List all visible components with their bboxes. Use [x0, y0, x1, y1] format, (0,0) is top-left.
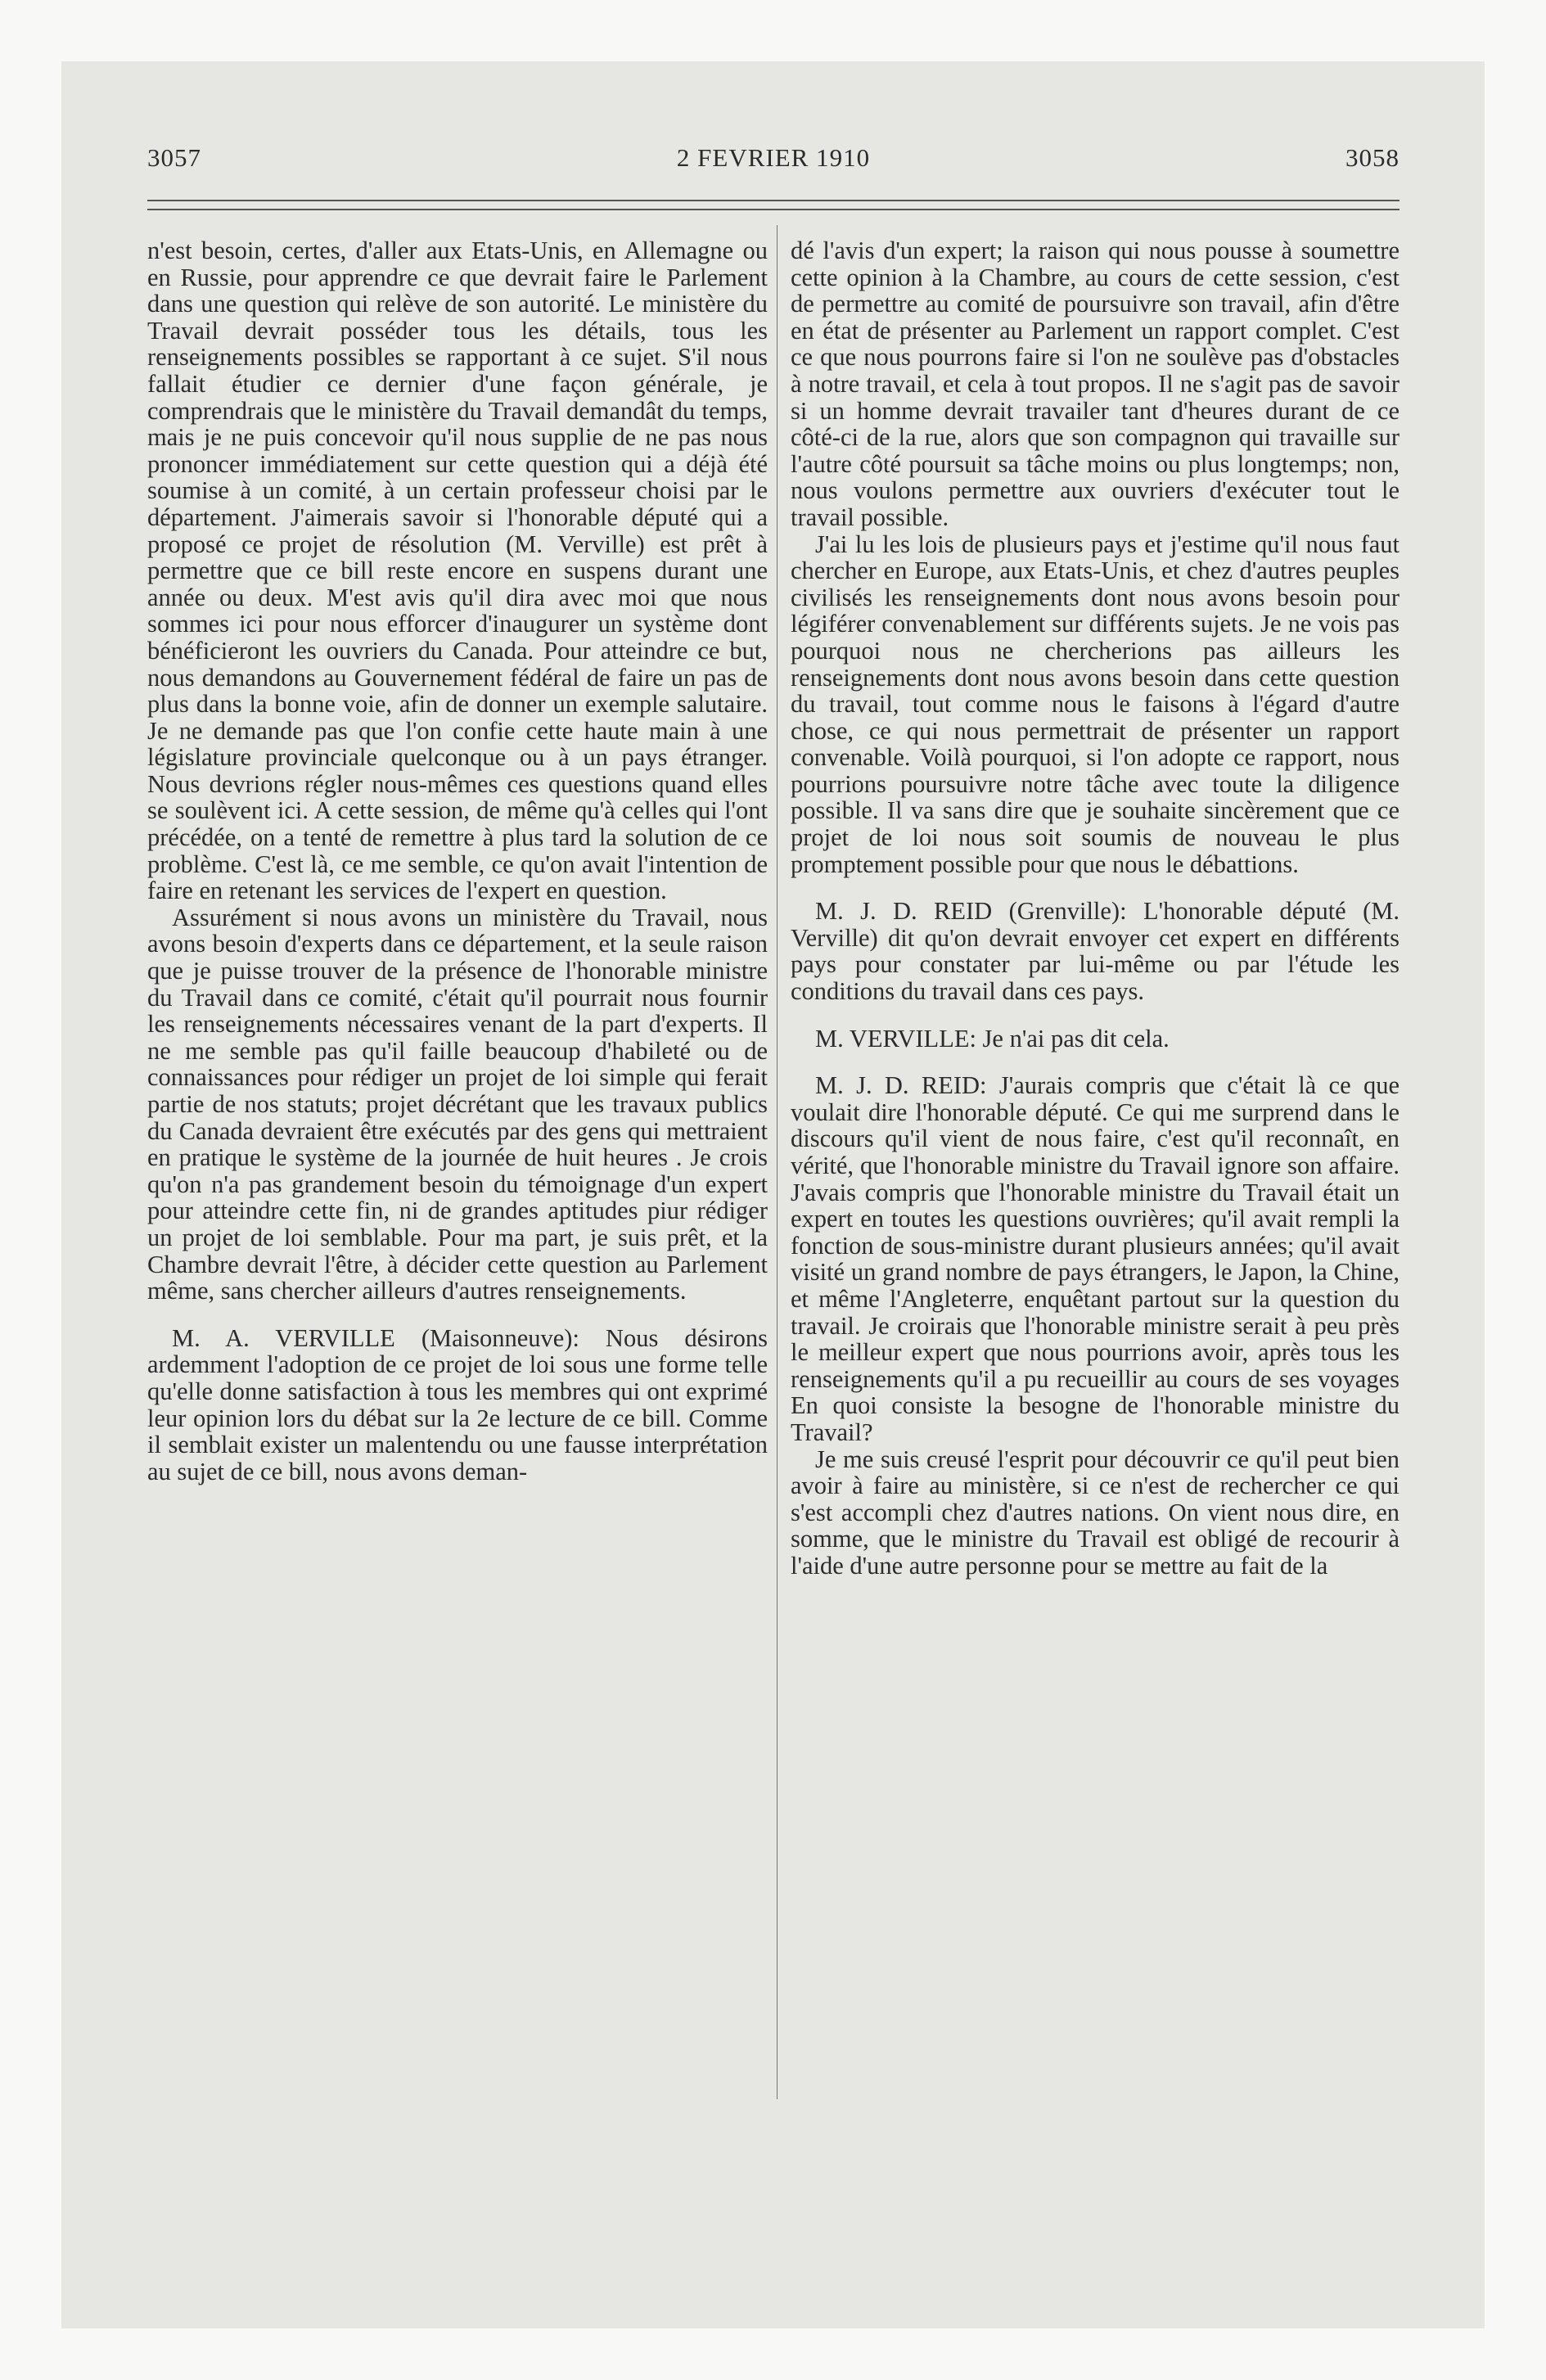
header-rule-bottom: [147, 209, 1400, 210]
running-head: [147, 143, 1400, 176]
left-paragraph-1: n'est besoin, certes, d'aller aux Etats-Unis, en Allemagne ou en Russie, pour apprendre ce que devrait faire le Parlement dans une question qui relève de son autorité. Le ministère du Travail devrait posséder tous les détails, tous les renseignements possibles se rapportant à ce sujet. S'il nous fallait étudier ce dernier d'une façon générale, je comprendrais que le ministère du Travail demandât du temps, mais je ne puis concevoir qu'il nous supplie de ne pas nous prononcer immédiatement sur cette question qui a déjà été soumise à un comité, à un certain professeur choisi par le département. J'aimerais savoir si l'honorable député qui a proposé ce projet de résolution (M. Verville) est prêt à permettre que ce bill reste encore en suspens durant une année ou deux. M'est avis qu'il dira avec moi que nous sommes ici pour nous efforcer d'inaugurer un système dont bénéficieront les ouvriers du Canada. Pour atteindre ce but, nous demandons au Gouvernement fédéral de faire un pas de plus dans la bonne voie, afin de donner un exemple salutaire. Je ne demande pas que l'on confie cette haute main à une législature provinciale quelconque ou à un pays étranger. Nous devrions régler nous-mêmes ces questions quand elles se soulèvent ici. A cette session, de même qu'à celles qui l'ont précédée, on a tenté de remettre à plus tard la solution de ce problème. C'est là, ce me semble, ce qu'on avait l'intention de faire en retenant les services de l'expert en question.: [147, 237, 768, 905]
right-paragraph-4: M. VERVILLE: Je n'ai pas dit cela.: [815, 1024, 1170, 1053]
right-paragraph-5: M. J. D. REID: J'aurais compris que c'était là ce que voulait dire l'honorable député. Ce qui me surprend dans le discours qu'il vient de nous faire, c'est qu'il reconnaît, en vérité, que l'honorable ministre du Travail ignore son affaire. J'avais compris que l'honorable ministre du Travail était un expert en toutes les questions ouvrières; qu'il avait rempli la fonction de sous-ministre durant plusieurs années; qu'il avait visité un grand nombre de pays étrangers, le Japon, la Chine, et même l'Angleterre, enquêtant partout sur la question du travail. Je croirais que l'honorable ministre serait à peu près le meilleur expert que nous pourrions avoir, après tous les renseignements qu'il a pu recueillir au cours de ses voyages En quoi consiste la besogne de l'honorable ministre du Travail?: [791, 1071, 1400, 1446]
right-column: [791, 237, 1400, 1580]
left-paragraph-3: M. A. VERVILLE (Maisonneuve): Nous désirons ardemment l'adoption de ce projet de loi sous une forme telle qu'elle donne satisfaction à tous les membres qui ont exprimé leur opinion lors du débat sur la 2e lecture de ce bill. Comme il semblait exister un malentendu ou une fausse interprétation au sujet de ce bill, nous avons deman-: [147, 1323, 768, 1485]
page-number-left: 3057: [147, 143, 201, 172]
header-rule-top: [147, 200, 1400, 201]
right-paragraph-3: M. J. D. REID (Grenville): L'honorable député (M. Verville) dit qu'on devrait envoyer cet expert en différents pays pour constater par lui-même ou par l'étude les conditions du travail dans ces pays.: [791, 897, 1400, 1006]
column-divider: [777, 225, 778, 2099]
left-paragraph-2: Assurément si nous avons un ministère du Travail, nous avons besoin d'experts dans ce département, et la seule raison que je puisse trouver de la présence de l'honorable ministre du Travail dans ce comité, c'était qu'il pourrait nous fournir les renseignements nécessaires venant de la part d'experts. Il ne me semble pas qu'il faille beaucoup d'habileté ou de connaissances pour rédiger un projet de loi simple qui ferait partie de nos statuts; projet décrétant que les travaux publics du Canada devraient être exécutés par des gens qui mettraient en pratique le système de la journée de huit heures . Je crois qu'on n'a pas grandement besoin du témoignage d'un expert pour atteindre cette fin, ni de grandes aptitudes piur rédiger un projet de loi semblable. Pour ma part, je suis prêt, et la Chambre devrait l'être, à décider cette question au Parlement même, sans chercher ailleurs d'autres renseignements.: [147, 903, 768, 1305]
right-paragraph-2: J'ai lu les lois de plusieurs pays et j'estime qu'il nous faut chercher en Europe, aux Etats-Unis, et chez d'autres peuples civilisés les renseignements dont nous avons besoin pour légiférer convenablement sur différents sujets. Je ne vois pas pourquoi nous ne chercherions pas ailleurs les renseignements dont nous avons besoin dans cette question du travail, tout comme nous le faisons à l'égard d'autre chose, ce qui nous permettrait de présenter un rapport convenable. Voilà pourquoi, si l'on adopte ce rapport, nous pourrions poursuivre notre tâche avec toute la diligence possible. Il va sans dire que je souhaite sincèrement que ce projet de loi nous soit soumis de nouveau le plus promptement possible pour que nous le débattions.: [791, 530, 1400, 878]
right-paragraph-6: Je me suis creusé l'esprit pour découvrir ce qu'il peut bien avoir à faire au ministère, si ce n'est de rechercher ce qui s'est accompli chez d'autres nations. On vient nous dire, en somme, que le ministre du Travail est obligé de recourir à l'aide d'une autre personne pour se mettre au fait de la: [791, 1445, 1400, 1580]
header-date: 2 FEVRIER 1910: [676, 143, 871, 172]
left-column: [147, 237, 768, 1485]
page-number-right: 3058: [1345, 143, 1400, 172]
right-paragraph-1: dé l'avis d'un expert; la raison qui nous pousse à soumettre cette opinion à la Chambre, au cours de cette session, c'est de permettre au comité de poursuivre son travail, afin d'être en état de présenter au Parlement un rapport complet. C'est ce que nous pourrons faire si l'on ne soulève pas d'obstacles à notre travail, et cela à tout propos. Il ne s'agit pas de savoir si un homme devrait travailer tant d'heures durant de ce côté-ci de la rue, alors que son compagnon qui travaille sur l'autre côté poursuit sa tâche moins ou plus longtemps; non, nous voulons permettre aux ouvriers d'exécuter tout le travail possible.: [791, 237, 1400, 531]
